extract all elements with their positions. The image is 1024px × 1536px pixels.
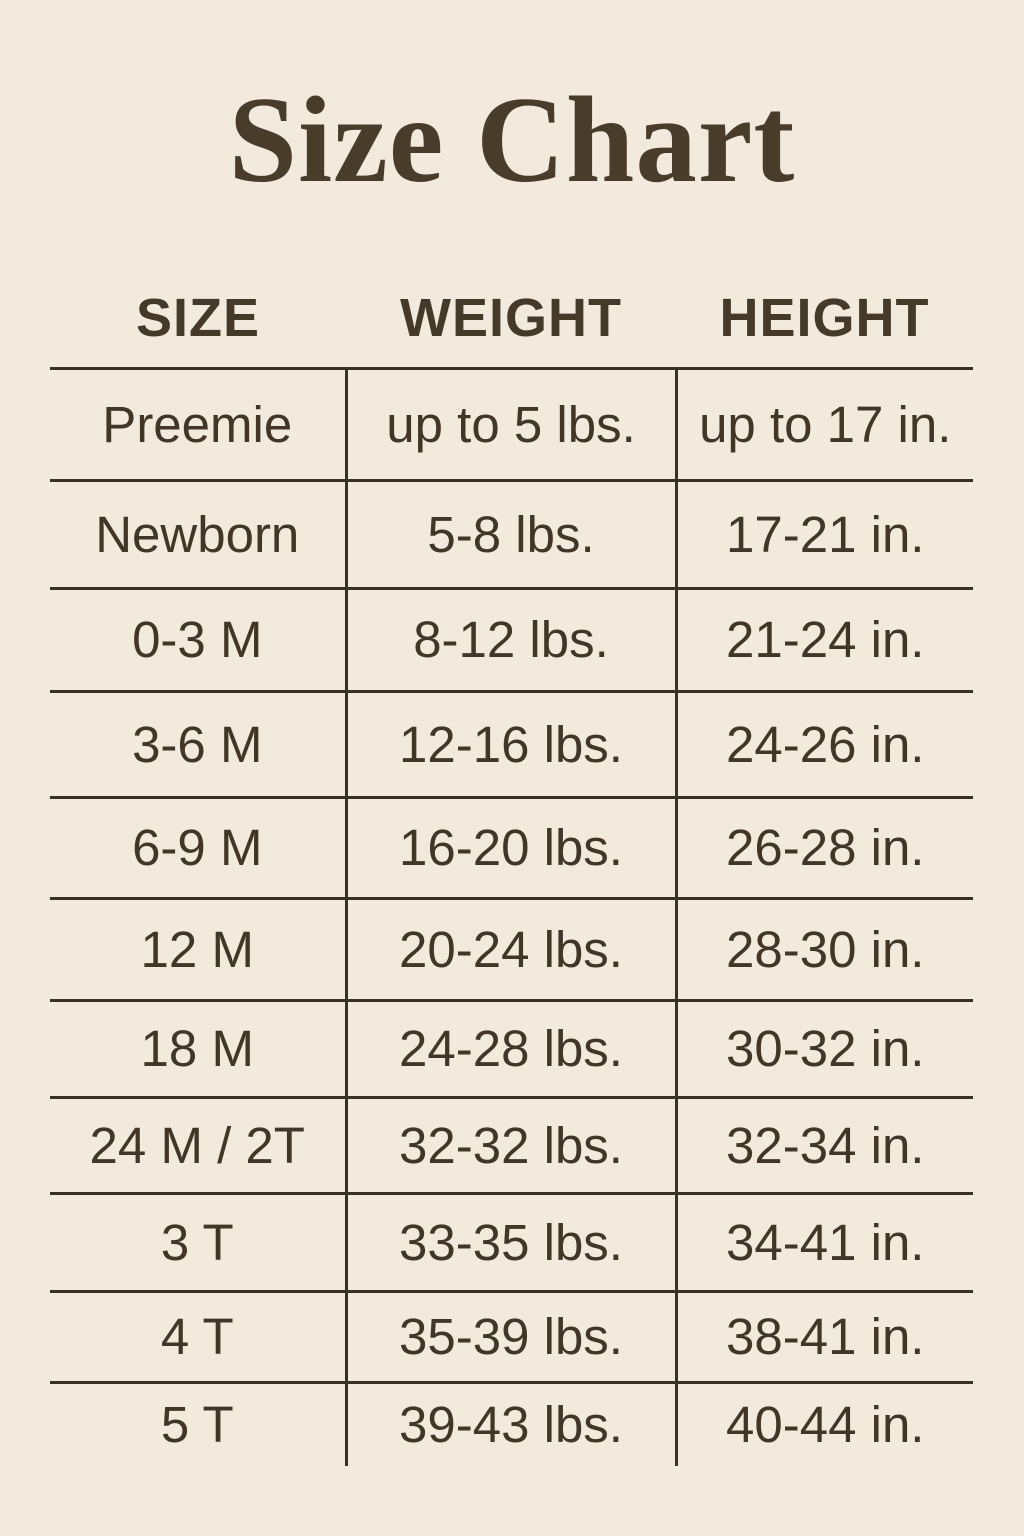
height-cell: 24-26 in. xyxy=(676,691,973,797)
weight-cell: 32-32 lbs. xyxy=(346,1097,676,1193)
height-cell: 30-32 in. xyxy=(676,1000,973,1097)
size-cell: 3 T xyxy=(50,1193,346,1291)
size-cell: 4 T xyxy=(50,1291,346,1382)
height-cell: 17-21 in. xyxy=(676,480,973,588)
size-cell: Preemie xyxy=(50,368,346,480)
height-cell: up to 17 in. xyxy=(676,368,973,480)
table-row xyxy=(50,588,973,691)
table-row xyxy=(50,797,973,898)
size-cell: 12 M xyxy=(50,898,346,1000)
height-cell: 40-44 in. xyxy=(676,1382,973,1466)
size-cell: 6-9 M xyxy=(50,797,346,898)
table-row xyxy=(50,368,973,480)
size-chart-table xyxy=(50,270,973,1466)
size-cell: 24 M / 2T xyxy=(50,1097,346,1193)
size-cell: 18 M xyxy=(50,1000,346,1097)
table-row xyxy=(50,1097,973,1193)
table-row xyxy=(50,480,973,588)
size-cell: Newborn xyxy=(50,480,346,588)
weight-cell: 16-20 lbs. xyxy=(346,797,676,898)
size-cell: 5 T xyxy=(50,1382,346,1466)
size-cell: 0-3 M xyxy=(50,588,346,691)
height-cell: 32-34 in. xyxy=(676,1097,973,1193)
header-row xyxy=(50,270,973,368)
height-cell: 34-41 in. xyxy=(676,1193,973,1291)
weight-cell: up to 5 lbs. xyxy=(346,368,676,480)
weight-cell: 12-16 lbs. xyxy=(346,691,676,797)
weight-cell: 35-39 lbs. xyxy=(346,1291,676,1382)
column-header-weight: WEIGHT xyxy=(400,288,622,349)
table-row xyxy=(50,1382,973,1466)
column-header-size: SIZE xyxy=(135,288,261,349)
table-row xyxy=(50,1291,973,1382)
size-cell: 3-6 M xyxy=(50,691,346,797)
table-row xyxy=(50,898,973,1000)
weight-cell: 20-24 lbs. xyxy=(346,898,676,1000)
weight-cell: 8-12 lbs. xyxy=(346,588,676,691)
height-cell: 28-30 in. xyxy=(676,898,973,1000)
height-cell: 38-41 in. xyxy=(676,1291,973,1382)
weight-cell: 39-43 lbs. xyxy=(346,1382,676,1466)
column-header-height: HEIGHT xyxy=(719,288,930,349)
table-row xyxy=(50,1193,973,1291)
weight-cell: 33-35 lbs. xyxy=(346,1193,676,1291)
height-cell: 21-24 in. xyxy=(676,588,973,691)
height-cell: 26-28 in. xyxy=(676,797,973,898)
table-row xyxy=(50,691,973,797)
weight-cell: 5-8 lbs. xyxy=(346,480,676,588)
page-title: Size Chart xyxy=(228,71,796,208)
weight-cell: 24-28 lbs. xyxy=(346,1000,676,1097)
table-row xyxy=(50,1000,973,1097)
